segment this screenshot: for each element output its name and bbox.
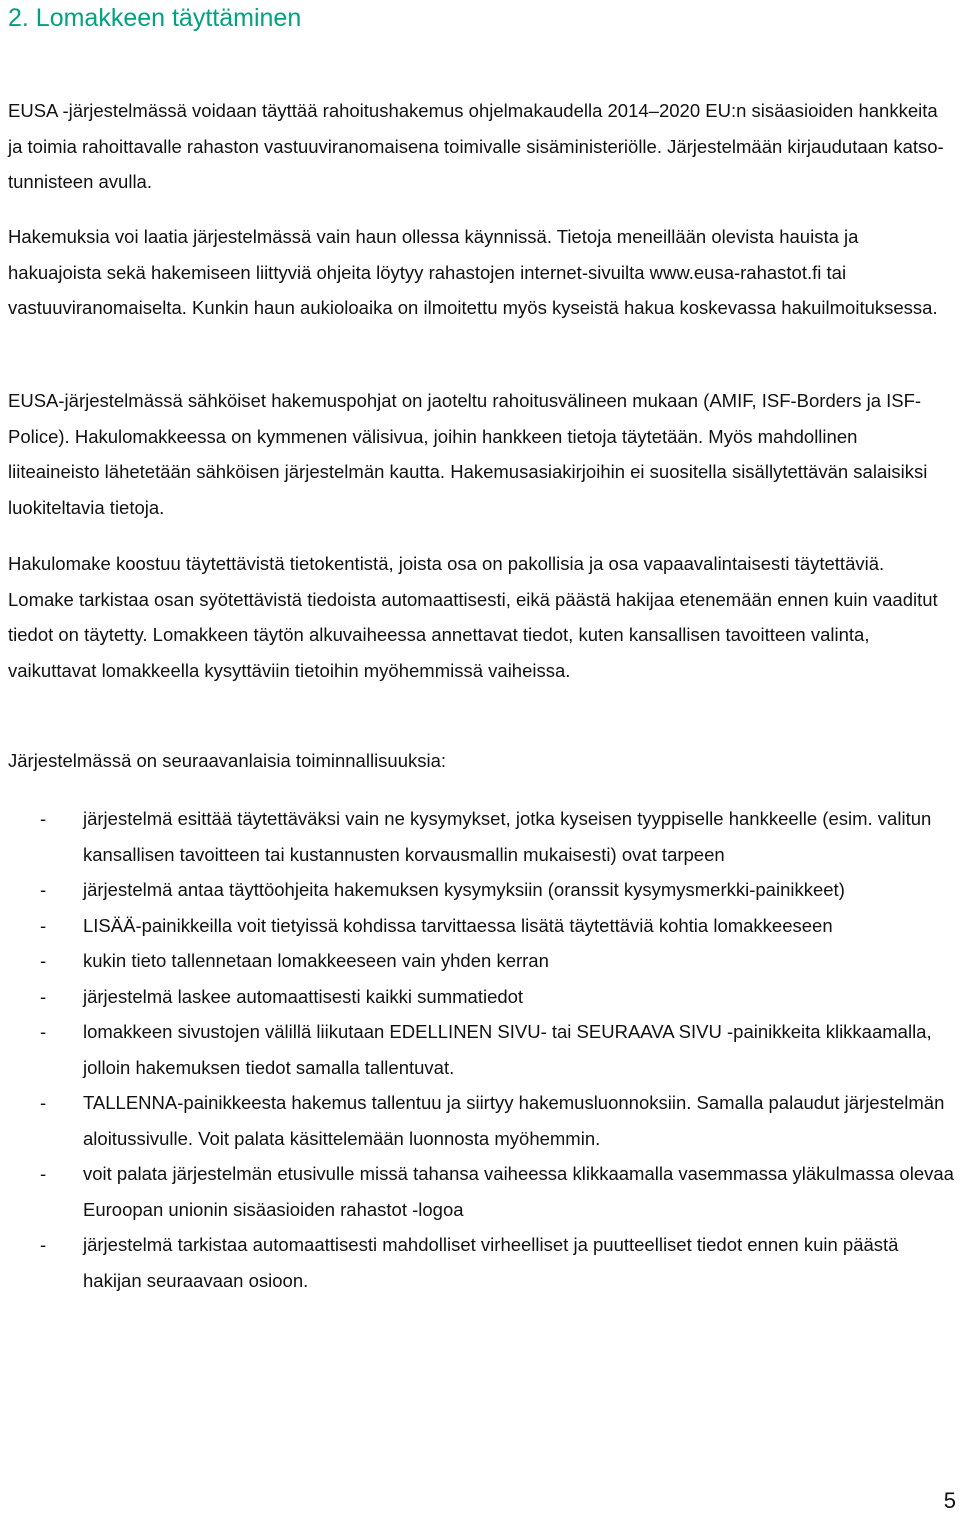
list-item: [8, 908, 954, 944]
paragraph-features-intro: Järjestelmässä on seuraavanlaisia toiminnallisuuksia:: [8, 750, 447, 771]
list-item-text: TALLENNA-painikkeesta hakemus tallentuu ja siirtyy hakemusluonnoksiin. Samalla palaudut järjestelmän aloitussivulle. Voit palata käsittelemään luonnosta myöhemmin.: [83, 1092, 945, 1149]
list-item-text: järjestelmä antaa täyttöohjeita hakemuksen kysymyksiin (oranssit kysymysmerkki-painikkeet): [83, 879, 845, 900]
list-item: [8, 979, 954, 1015]
list-item-text: järjestelmä laskee automaattisesti kaikki summatiedot: [83, 985, 524, 1007]
list-dash: -: [40, 879, 47, 900]
paragraph-form-fields: Hakulomake koostuu täytettävistä tietokentistä, joista osa on pakollisia ja osa vapaavalintaisesti täytettäviä. Lomake tarkistaa osan syötettävistä tiedoista automaattisesti, eikä päästä hakijaa etenemään ennen kuin vaaditut tiedot on täytetty. Lomakkeen täytön alkuvaiheessa annettavat tiedot, kuten kansallisen tavoitteen valinta, vaikuttavat lomakkeella kysyttäviin tietoihin myöhemmissä vaiheissa.: [8, 553, 938, 681]
list-item: [8, 1156, 954, 1227]
list-dash: -: [40, 1163, 47, 1184]
list-item-text: voit palata järjestelmän etusivulle missä tahansa vaiheessa klikkaamalla vasemmassa yläkulmassa olevaa Euroopan unionin sisäasioiden rahastot -logoa: [83, 1163, 954, 1220]
list-dash: -: [40, 808, 47, 829]
list-dash: -: [40, 985, 47, 1007]
list-item: [8, 872, 954, 908]
list-item: [8, 1014, 954, 1085]
section-heading: 2. Lomakkeen täyttäminen: [8, 4, 302, 32]
list-item-text: LISÄÄ-painikkeilla voit tietyissä kohdissa tarvittaessa lisätä täytettäviä kohtia lomakkeeseen: [83, 914, 833, 936]
list-dash: -: [40, 914, 47, 936]
list-item: [8, 1227, 954, 1298]
paragraph-templates: EUSA-järjestelmässä sähköiset hakemuspohjat on jaoteltu rahoitusvälineen mukaan (AMIF, ISF-Borders ja ISF-Police). Hakulomakkeessa on kymmenen välisivua, joihin hankkeen tietoja täytetään. Myös mahdollinen liiteaineisto lähetetään sähköisen järjestelmän kautta. Hakemusasiakirjoihin ei suositella sisällytettävän salaisiksi luokiteltavia tietoja.: [8, 390, 928, 518]
list-item-text: järjestelmä esittää täytettäväksi vain ne kysymykset, jotka kyseisen tyyppiselle hankkeelle (esim. valitun kansallisen tavoitteen tai kustannusten korvausmallin mukaisesti) ovat tarpeen: [83, 808, 932, 865]
list-dash: -: [40, 1092, 47, 1113]
list-item: [8, 801, 954, 872]
list-dash: -: [40, 1234, 47, 1255]
list-item-text: kukin tieto tallennetaan lomakkeeseen vain yhden kerran: [83, 950, 549, 971]
list-item-text: järjestelmä tarkistaa automaattisesti mahdolliset virheelliset ja puutteelliset tiedot ennen kuin päästä hakijan seuraavaan osioon.: [83, 1234, 899, 1291]
paragraph-intro: EUSA -järjestelmässä voidaan täyttää rahoitushakemus ohjelmakaudella 2014–2020 EU:n sisäasioiden hankkeita ja toimia rahoittavalle rahaston vastuuviranomaisena toimivalle sisäministeriölle. Järjestelmään kirjaudutaan katso-tunnisteen avulla.: [8, 100, 944, 192]
page-number: 5: [943, 1488, 956, 1513]
list-item: [8, 943, 954, 979]
features-list: [8, 801, 954, 1298]
list-item-text: lomakkeen sivustojen välillä liikutaan EDELLINEN SIVU- tai SEURAAVA SIVU -painikkeita klikkaamalla, jolloin hakemuksen tiedot samalla tallentuvat.: [83, 1021, 932, 1078]
list-item: [8, 1085, 954, 1156]
list-dash: -: [40, 950, 47, 971]
paragraph-applications: Hakemuksia voi laatia järjestelmässä vain haun ollessa käynnissä. Tietoja meneillään olevista hauista ja hakuajoista sekä hakemiseen liittyviä ohjeita löytyy rahastojen internet-sivuilta www.eusa-rahastot.fi tai vastuuviranomaiselta. Kunkin haun aukioloaika on ilmoitettu myös kyseistä hakua koskevassa hakuilmoituksessa.: [8, 226, 938, 318]
list-dash: -: [40, 1021, 47, 1042]
